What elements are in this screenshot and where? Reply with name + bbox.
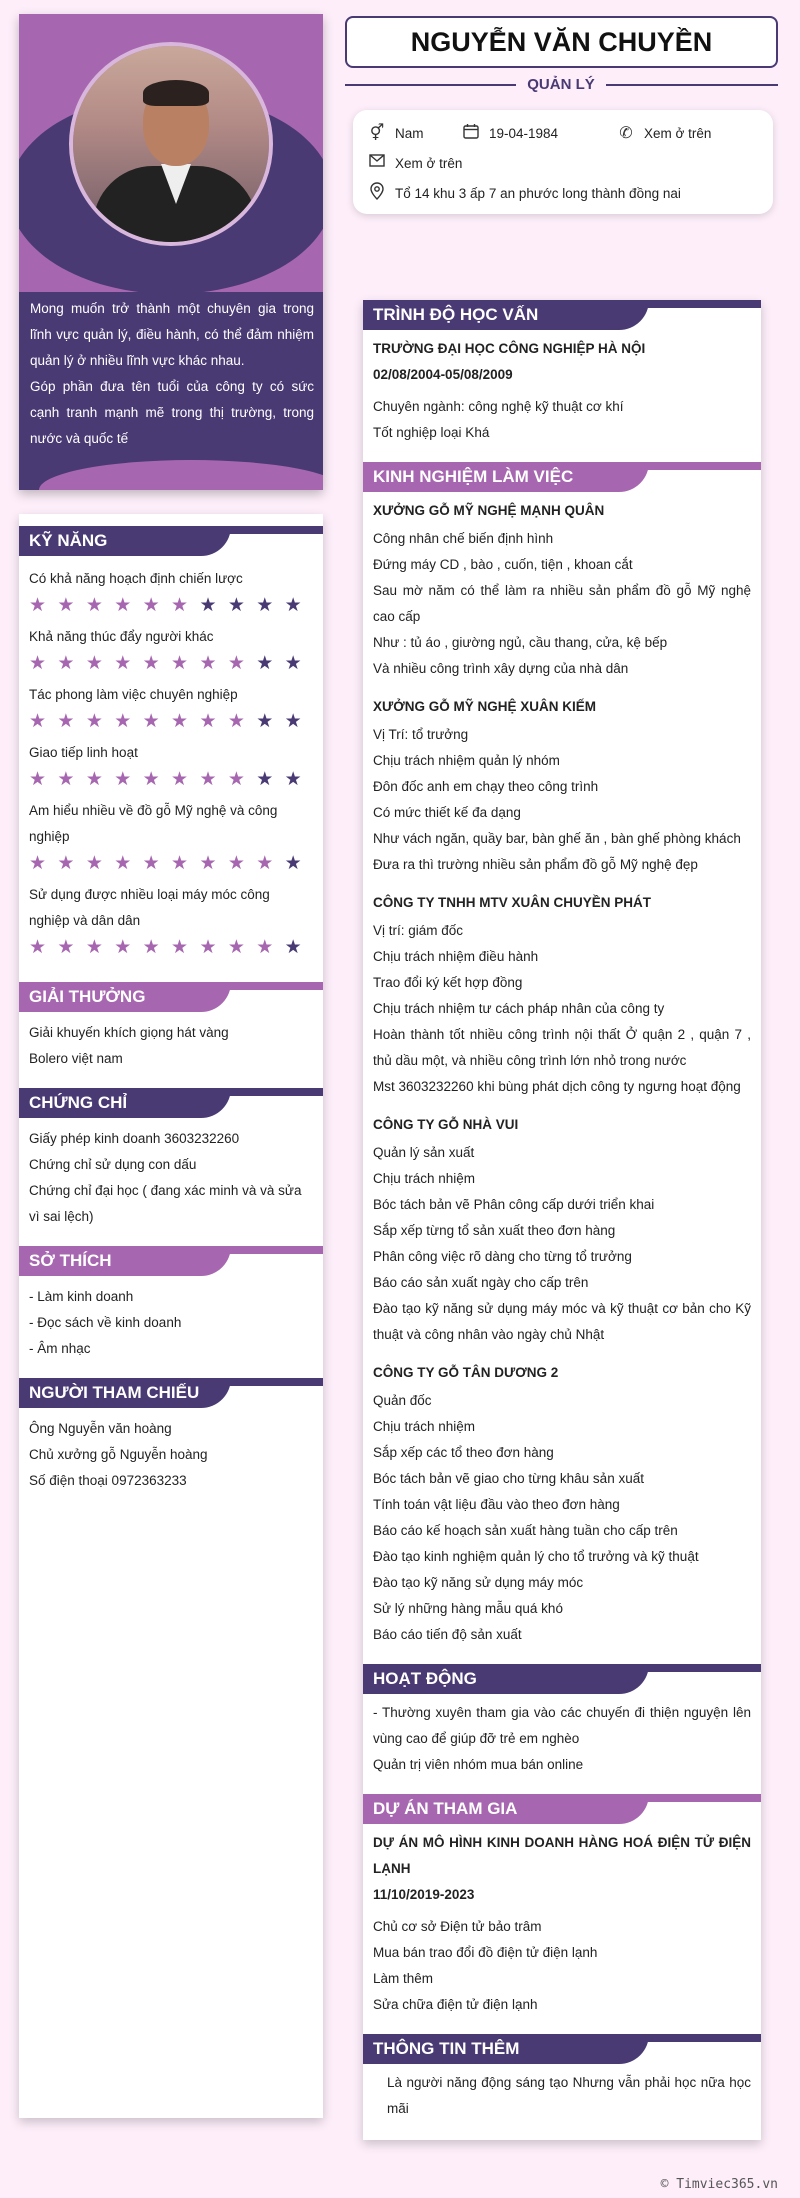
star-icon: ★ bbox=[57, 937, 75, 958]
star-icon: ★ bbox=[171, 853, 189, 874]
summary-line: Mong muốn trở thành một chuyên gia trong lĩnh vực quản lý, điều hành, có thể đảm nhiệm quản lý ở nhiều lĩnh vực khác nhau. bbox=[30, 301, 314, 368]
skills-header bbox=[19, 526, 323, 556]
skill-rating bbox=[29, 766, 313, 796]
job-description: Quản lý sản xuất Chịu trách nhiệm Bóc tách bản vẽ Phân công cấp dưới triển khai Sắp xếp từng tổ sản xuất theo đơn hàng Phân công việc rõ dàng cho từng tổ trưởng Báo cáo sản xuất ngày cho cấp trên Đào tạo kỹ năng sử dụng máy móc và kỹ thuật cơ bản cho Kỹ thuật và công nhân vào ngày chủ Nhật bbox=[373, 1145, 751, 1342]
experience-header bbox=[363, 462, 761, 492]
star-icon: ★ bbox=[199, 595, 217, 616]
star-icon: ★ bbox=[142, 769, 160, 790]
star-icon: ★ bbox=[199, 937, 217, 958]
star-icon: ★ bbox=[114, 937, 132, 958]
section-title: KINH NGHIỆM LÀM VIỆC bbox=[363, 462, 649, 492]
more-info-body bbox=[363, 2064, 761, 2130]
awards-body bbox=[19, 1012, 323, 1078]
star-icon: ★ bbox=[142, 653, 160, 674]
star-icon: ★ bbox=[256, 937, 274, 958]
job-description: Vị Trí: tổ trưởng Chịu trách nhiệm quản lý nhóm Đôn đốc anh em chạy theo công trình Có mức thiết kế đa dạng Như vách ngăn, quầy bar, bàn ghế ăn , bàn ghế phòng khách Đưa ra thì trường nhiều sản phẩm đồ gỗ Mỹ nghệ đẹp bbox=[373, 727, 741, 872]
dob-value: 19-04-1984 bbox=[489, 125, 559, 141]
left-column bbox=[19, 14, 323, 490]
hobby-line: - Âm nhạc bbox=[29, 1341, 91, 1356]
avatar bbox=[69, 42, 273, 246]
star-icon: ★ bbox=[199, 653, 217, 674]
star-icon: ★ bbox=[85, 711, 103, 732]
footer-credit[interactable]: © Timviec365.vn bbox=[660, 2177, 778, 2192]
section-title: NGƯỜI THAM CHIẾU bbox=[19, 1378, 231, 1408]
skill-rating bbox=[29, 708, 313, 738]
star-icon: ★ bbox=[57, 653, 75, 674]
star-icon: ★ bbox=[57, 769, 75, 790]
star-icon: ★ bbox=[227, 653, 245, 674]
star-icon: ★ bbox=[227, 937, 245, 958]
phone-item[interactable] bbox=[616, 120, 711, 146]
skill-label: Giao tiếp linh hoạt bbox=[29, 745, 138, 760]
address-value: Tổ 14 khu 3 ấp 7 an phước long thành đồng nai bbox=[395, 185, 681, 201]
hobby-line: - Làm kinh doanh bbox=[29, 1289, 134, 1304]
hobbies-header bbox=[19, 1246, 323, 1276]
certificate-line: Chứng chỉ đại học ( đang xác minh và và sửa vì sai lệch) bbox=[29, 1183, 302, 1224]
star-icon: ★ bbox=[284, 937, 302, 958]
references-header bbox=[19, 1378, 323, 1408]
star-icon: ★ bbox=[284, 711, 302, 732]
email-item[interactable] bbox=[367, 150, 462, 176]
star-icon: ★ bbox=[256, 653, 274, 674]
star-icon: ★ bbox=[227, 769, 245, 790]
certificates-body bbox=[19, 1118, 323, 1236]
section-title: DỰ ÁN THAM GIA bbox=[363, 1794, 649, 1824]
star-icon: ★ bbox=[256, 853, 274, 874]
section-title: TRÌNH ĐỘ HỌC VẤN bbox=[363, 300, 649, 330]
reference-line: Số điện thoại 0972363233 bbox=[29, 1473, 187, 1488]
skill-label: Sử dụng được nhiều loại máy móc công nghiệp và dân dân bbox=[29, 887, 270, 928]
skill-label: Có khả năng hoạch định chiến lược bbox=[29, 571, 243, 586]
job-company: CÔNG TY GỖ TÂN DƯƠNG 2 bbox=[373, 1365, 559, 1380]
section-title: KỸ NĂNG bbox=[19, 526, 231, 556]
education-header bbox=[363, 300, 761, 330]
reference-line: Ông Nguyễn văn hoàng bbox=[29, 1421, 172, 1436]
hobbies-body bbox=[19, 1276, 323, 1368]
career-summary bbox=[30, 296, 314, 452]
star-icon: ★ bbox=[114, 769, 132, 790]
location-pin-icon bbox=[367, 182, 387, 205]
hobby-line: - Đọc sách về kinh doanh bbox=[29, 1315, 182, 1330]
candidate-role: QUẢN LÝ bbox=[516, 72, 606, 98]
skill-rating bbox=[29, 934, 313, 964]
activities-body bbox=[363, 1694, 761, 1786]
star-icon: ★ bbox=[29, 937, 47, 958]
star-icon: ★ bbox=[227, 853, 245, 874]
certificate-line: Giấy phép kinh doanh 3603232260 bbox=[29, 1131, 240, 1146]
star-icon: ★ bbox=[199, 711, 217, 732]
summary-line: Góp phần đưa tên tuổi của công ty có sức cạnh tranh mạnh mẽ trong thị trường, trong nước và quốc tế bbox=[30, 379, 314, 446]
star-icon: ★ bbox=[284, 769, 302, 790]
skill-rating bbox=[29, 650, 313, 680]
skill-rating bbox=[29, 592, 313, 622]
star-icon: ★ bbox=[256, 769, 274, 790]
project-text: Chủ cơ sở Điện tử bảo trâm Mua bán trao đổi đồ điện tử điện lạnh Làm thêm Sửa chữa điện tử điện lạnh bbox=[373, 1919, 598, 2012]
decorative-wave bbox=[39, 460, 323, 490]
reference-line: Chủ xưởng gỗ Nguyễn hoàng bbox=[29, 1447, 208, 1462]
dob-item bbox=[461, 120, 558, 146]
star-icon: ★ bbox=[227, 711, 245, 732]
project-date: 11/10/2019-2023 bbox=[373, 1887, 475, 1902]
star-icon: ★ bbox=[171, 595, 189, 616]
star-icon: ★ bbox=[142, 937, 160, 958]
projects-body bbox=[363, 1824, 761, 2026]
star-icon: ★ bbox=[85, 653, 103, 674]
award-line: Bolero việt nam bbox=[29, 1051, 123, 1066]
skill-rating bbox=[29, 850, 313, 880]
school-name: TRƯỜNG ĐẠI HỌC CÔNG NGHIỆP HÀ NỘI bbox=[373, 341, 646, 356]
education-period: 02/08/2004-05/08/2009 bbox=[373, 367, 513, 382]
awards-header bbox=[19, 982, 323, 1012]
star-icon: ★ bbox=[114, 595, 132, 616]
star-icon: ★ bbox=[57, 853, 75, 874]
section-title: CHỨNG CHỈ bbox=[19, 1088, 231, 1118]
project-name: DỰ ÁN MÔ HÌNH KINH DOANH HÀNG HOÁ ĐIỆN TỬ ĐIỆN LẠNH bbox=[373, 1835, 751, 1876]
star-icon: ★ bbox=[29, 595, 47, 616]
certificates-header bbox=[19, 1088, 323, 1118]
certificate-line: Chứng chỉ sử dụng con dấu bbox=[29, 1157, 197, 1172]
gender-item bbox=[367, 120, 424, 146]
star-icon: ★ bbox=[142, 853, 160, 874]
gender-icon: ⚥ bbox=[369, 125, 385, 142]
star-icon: ★ bbox=[284, 595, 302, 616]
star-icon: ★ bbox=[29, 653, 47, 674]
job-company: XƯỞNG GỖ MỸ NGHỆ XUÂN KIẾM bbox=[373, 699, 596, 714]
education-body bbox=[363, 330, 761, 454]
phone-icon: ✆ bbox=[619, 125, 633, 142]
job-company: XƯỞNG GỖ MỸ NGHỆ MẠNH QUÂN bbox=[373, 503, 605, 518]
star-icon: ★ bbox=[114, 711, 132, 732]
activities-header bbox=[363, 1664, 761, 1694]
star-icon: ★ bbox=[114, 653, 132, 674]
star-icon: ★ bbox=[171, 711, 189, 732]
activities-text: - Thường xuyên tham gia vào các chuyến đi thiện nguyện lên vùng cao để giúp đỡ trẻ em nghèo Quản trị viên nhóm mua bán online bbox=[373, 1705, 751, 1772]
references-body bbox=[19, 1408, 323, 1500]
star-icon: ★ bbox=[85, 937, 103, 958]
section-title: SỞ THÍCH bbox=[19, 1246, 231, 1276]
job-description: Vị trí: giám đốc Chịu trách nhiệm điều hành Trao đổi ký kết hợp đồng Chịu trách nhiệm tư cách pháp nhân của công ty Hoàn thành tốt nhiều công trình nội thất Ở quận 2 , quận 7 , thủ dầu một, và nhiều công trình lớn nhỏ trong nước Mst 3603232260 khi bùng phát dịch công ty ngưng hoạt động bbox=[373, 923, 751, 1094]
star-icon: ★ bbox=[85, 853, 103, 874]
phone-value[interactable]: Xem ở trên bbox=[644, 125, 712, 141]
star-icon: ★ bbox=[227, 595, 245, 616]
star-icon: ★ bbox=[199, 769, 217, 790]
section-title: THÔNG TIN THÊM bbox=[363, 2034, 649, 2064]
star-icon: ★ bbox=[199, 853, 217, 874]
education-line: Chuyên ngành: công nghệ kỹ thuật cơ khí bbox=[373, 399, 624, 414]
award-line: Giải khuyến khích giọng hát vàng bbox=[29, 1025, 229, 1040]
star-icon: ★ bbox=[284, 653, 302, 674]
more-info-header bbox=[363, 2034, 761, 2064]
star-icon: ★ bbox=[284, 853, 302, 874]
skill-label: Am hiểu nhiều về đồ gỗ Mỹ nghệ và công nghiệp bbox=[29, 803, 278, 844]
skill-label: Khả năng thúc đẩy người khác bbox=[29, 629, 214, 644]
star-icon: ★ bbox=[57, 595, 75, 616]
right-panel bbox=[363, 300, 761, 2140]
candidate-name: NGUYỄN VĂN CHUYỀN bbox=[345, 16, 778, 68]
experience-list bbox=[363, 492, 761, 1656]
star-icon: ★ bbox=[114, 853, 132, 874]
skill-label: Tác phong làm việc chuyên nghiệp bbox=[29, 687, 238, 702]
star-icon: ★ bbox=[85, 595, 103, 616]
address-item bbox=[367, 180, 681, 206]
star-icon: ★ bbox=[29, 769, 47, 790]
projects-header bbox=[363, 1794, 761, 1824]
star-icon: ★ bbox=[256, 711, 274, 732]
star-icon: ★ bbox=[142, 595, 160, 616]
gender-value: Nam bbox=[395, 125, 424, 141]
calendar-icon bbox=[461, 123, 481, 144]
contact-card bbox=[353, 110, 773, 214]
star-icon: ★ bbox=[171, 769, 189, 790]
education-line: Tốt nghiệp loại Khá bbox=[373, 425, 490, 440]
email-value[interactable]: Xem ở trên bbox=[395, 155, 463, 171]
left-panel bbox=[19, 514, 323, 2118]
skills-list bbox=[19, 556, 323, 972]
section-title: HOẠT ĐỘNG bbox=[363, 1664, 649, 1694]
star-icon: ★ bbox=[29, 711, 47, 732]
star-icon: ★ bbox=[142, 711, 160, 732]
star-icon: ★ bbox=[171, 653, 189, 674]
star-icon: ★ bbox=[57, 711, 75, 732]
star-icon: ★ bbox=[171, 937, 189, 958]
star-icon: ★ bbox=[29, 853, 47, 874]
job-description: Công nhân chế biến định hình Đứng máy CD , bào , cuốn, tiện , khoan cắt Sau mờ năm có thể làm ra nhiều sản phẩm đồ gỗ Mỹ nghệ cao cấp Như : tủ áo , giường ngủ, cầu thang, cửa, kệ bếp Và nhiều công trình xây dựng của nhà dân bbox=[373, 531, 751, 676]
star-icon: ★ bbox=[256, 595, 274, 616]
job-company: CÔNG TY TNHH MTV XUÂN CHUYỀN PHÁT bbox=[373, 895, 652, 910]
section-title: GIẢI THƯỞNG bbox=[19, 982, 231, 1012]
job-company: CÔNG TY GỖ NHÀ VUI bbox=[373, 1117, 519, 1132]
more-info-text: Là người năng động sáng tạo Nhưng vẫn phải học nữa học mãi bbox=[387, 2075, 751, 2116]
job-description: Quản đốc Chịu trách nhiệm Sắp xếp các tổ theo đơn hàng Bóc tách bản vẽ giao cho từng khâu sản xuất Tính toán vật liệu đầu vào theo đơn hàng Báo cáo kế hoạch sản xuất hàng tuần cho cấp trên Đào tạo kinh nghiệm quản lý cho tổ trưởng và kỹ thuật Đào tạo kỹ năng sử dụng máy móc Sử lý những hàng mẫu quá khó Báo cáo tiến độ sản xuất bbox=[373, 1393, 699, 1642]
profile-card bbox=[19, 14, 323, 490]
star-icon: ★ bbox=[85, 769, 103, 790]
mail-icon bbox=[367, 154, 387, 172]
